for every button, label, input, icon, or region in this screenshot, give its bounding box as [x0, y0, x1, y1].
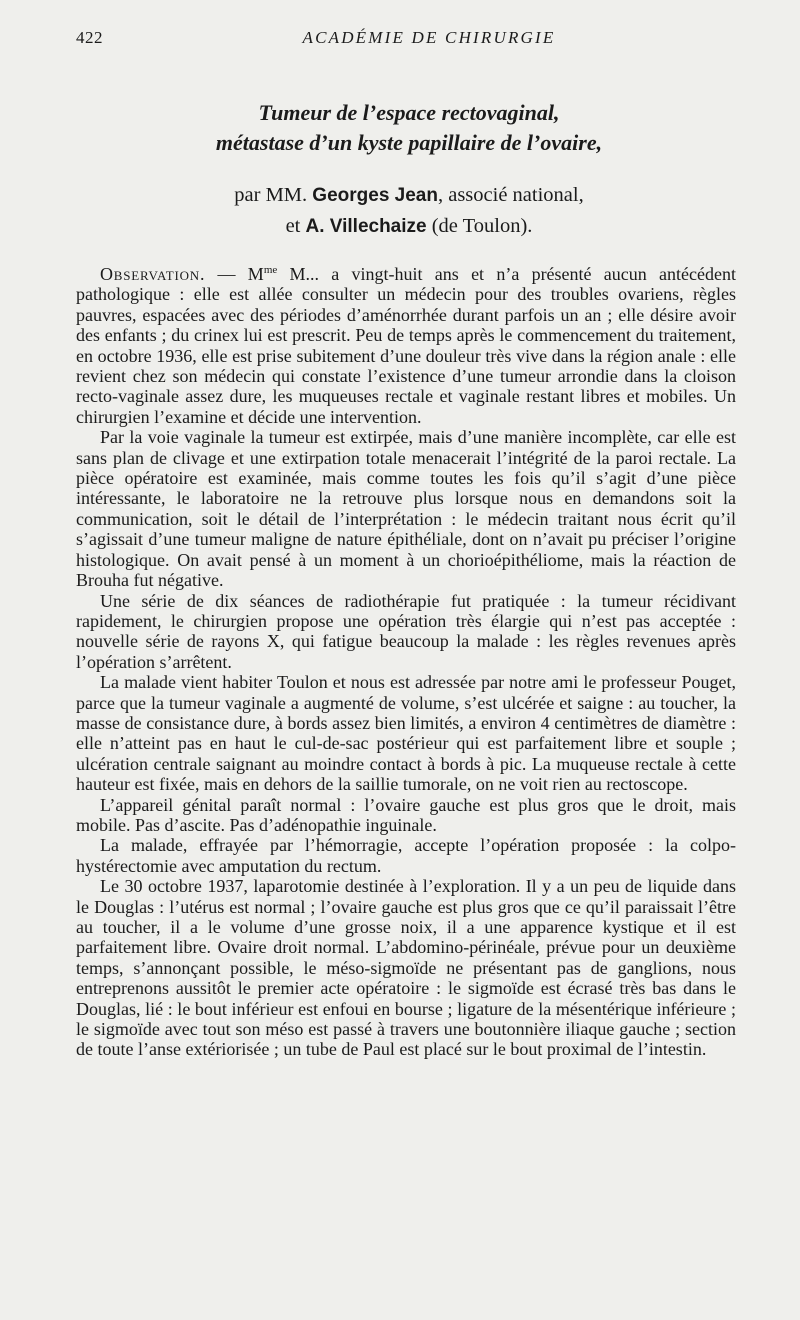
observation-dash: — M — [205, 264, 264, 284]
running-header — [76, 28, 742, 52]
paragraph-5: L’appareil génital paraît normal : l’ovaire gauche est plus gros que le droit, mais mobile. Pas d’ascite. Pas d’adénopathie inguinale. — [76, 794, 736, 835]
paragraph-4: La malade vient habiter Toulon et nous est adressée par notre ami le professeur Pouget, parce que la tumeur vaginale a augmenté de volume, s’est ulcérée et saigne : au toucher, la masse de consistance dure, à bords assez bien limités, a environ 4 centimètres de diamètre : elle n’atteint pas en haut le cul-de-sac postérieur qui est parfaitement libre et souple ; ulcération centrale saignant au moindre contact à bords à pic. La muqueuse rectale à cette hauteur est fixée, mais en dehors de la saillie tumorale, on ne voit rien au rectoscope. — [76, 672, 736, 795]
paragraph-1-text: M... a vingt-huit ans et n’a présenté aucun antécédent pathologique : elle est allée consulter un médecin pour des troubles ovariens, règles pauvres, espacées avec des périodes d’aménorrhée durant parfois un an ; elle désire avoir des enfants ; du crinex lui est prescrit. Peu de temps après le commencement du traitement, en octobre 1936, elle est prise subitement d’une douleur très vive dans la région anale : elle revient chez son médecin qui constate l’existence d’une tumeur arrondie dans la cloison recto-vaginale assez dure, les muqueuses rectale et vaginale restant libres et mobiles. Un chirurgien l’examine et décide une intervention. — [76, 264, 736, 427]
byline-line-1 — [76, 180, 742, 211]
article-title — [76, 98, 742, 158]
article-body — [76, 264, 736, 1060]
paragraph-observation — [76, 264, 736, 427]
byline-prefix: par MM. — [234, 184, 308, 206]
paragraph-3: Une série de dix séances de radiothérapie fut pratiquée : la tumeur récidivant rapidement, le chirurgien propose une opération très élargie qui n’est pas acceptée : nouvelle série de rayons X, qui fatigue beaucoup la malade : les règles revenues après l’opération s’arrêtent. — [76, 590, 736, 672]
article-title-line-2: métastase d’un kyste papillaire de l’ovaire, — [215, 130, 603, 155]
observation-label: Observation. — [100, 264, 206, 284]
paragraph-7: Le 30 octobre 1937, laparotomie destinée à l’exploration. Il y a un peu de liquide dans le Douglas : l’utérus est normal ; l’ovaire gauche est plus gros que ce qu’il paraissait l’être au toucher, il a le volume d’une grosse noix, il a une apparence kystique et il est parfaitement libre. Ovaire droit normal. L’abdomino-périnéale, prévue pour un deuxième temps, s’annonçant possible, le méso-sigmoïde ne présentant pas de ganglions, nous entreprenons aussitôt le premier acte opératoire : le sigmoïde est écrasé très bas dans le Douglas, lié : le bout inférieur est enfoui en bourse ; ligature de la mésentérique inférieure ; le sigmoïde avec tout son méso est passé à travers une boutonnière iliaque gauche ; section de toute l’anse extériorisée ; un tube de Paul est placé sur le bout proximal de l’intestin. — [76, 876, 736, 1060]
author-1-affiliation: , associé national, — [437, 184, 584, 206]
page-number: 422 — [76, 28, 103, 47]
byline-conjunction: et — [285, 215, 301, 237]
mme-superscript: me — [263, 264, 278, 276]
author-2: A. Villechaize — [305, 216, 427, 237]
paragraph-2: Par la voie vaginale la tumeur est extirpée, mais d’une manière incomplète, car elle est sans plan de clivage et une extirpation totale menacerait l’intégrité de la paroi rectale. La pièce opératoire est examinée, mais comme toutes les fois qu’il s’agit d’une pièce intéressante, le laboratoire ne la retrouve plus lorsque nous en demandons soit la communication, soit le détail de l’interprétation : le médecin traitant nous écrit qu’il s’agissait d’une tumeur maligne de nature épithéliale, dont on n’avait pu préciser l’origine histologique. On avait pensé à un moment à un chorioépithéliome, mais la réaction de Brouha fut négative. — [76, 427, 736, 591]
article-title-line-1: Tumeur de l’espace rectovaginal, — [258, 100, 560, 125]
paragraph-6: La malade, effrayée par l’hémorragie, accepte l’opération proposée : la colpo-hystérectomie avec amputation du rectum. — [76, 835, 736, 876]
author-1: Georges Jean — [312, 185, 438, 206]
byline-line-2 — [76, 211, 742, 242]
author-2-affiliation: (de Toulon). — [426, 215, 533, 237]
byline — [76, 180, 742, 242]
journal-title: ACADÉMIE DE CHIRURGIE — [302, 28, 556, 47]
